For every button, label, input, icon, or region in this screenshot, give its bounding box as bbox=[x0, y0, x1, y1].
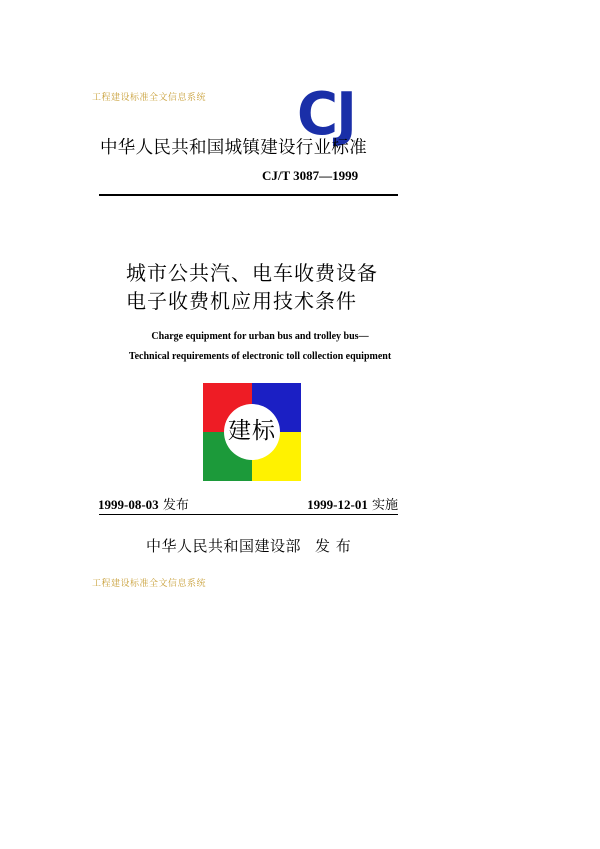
dates-row bbox=[98, 494, 398, 514]
publisher-action: 发 布 bbox=[315, 537, 352, 555]
issue-label: 发布 bbox=[162, 498, 189, 513]
watermark-bottom: 工程建设标准全文信息系统 bbox=[92, 579, 207, 589]
divider-bottom bbox=[99, 514, 398, 515]
publisher-name: 中华人民共和国建设部 bbox=[146, 537, 302, 555]
implementation-label: 实施 bbox=[371, 498, 398, 513]
divider-top bbox=[99, 194, 398, 196]
watermark-top: 工程建设标准全文信息系统 bbox=[92, 93, 207, 103]
title-english-line-1: Charge equipment for urban bus and trolley bus— bbox=[151, 331, 369, 342]
implementation-date-group bbox=[307, 494, 398, 513]
title-chinese bbox=[126, 259, 378, 315]
publisher bbox=[146, 535, 351, 556]
title-chinese-line-2: 电子收费机应用技术条件 bbox=[126, 289, 357, 313]
issue-date-group bbox=[98, 494, 189, 513]
standard-category: 中华人民共和国城镇建设行业标准 bbox=[100, 138, 367, 158]
implementation-date: 1999-12-01 bbox=[307, 497, 368, 512]
title-chinese-line-1: 城市公共汽、电车收费设备 bbox=[126, 261, 378, 285]
emblem-label: 建标 bbox=[228, 418, 276, 444]
standard-code: CJ/T 3087—1999 bbox=[262, 168, 359, 183]
title-english-line-2: Technical requirements of electronic toll collection equipment bbox=[128, 351, 392, 362]
cj-logo: CJ bbox=[297, 80, 355, 149]
title-english bbox=[120, 327, 400, 367]
issue-date: 1999-08-03 bbox=[98, 497, 159, 512]
